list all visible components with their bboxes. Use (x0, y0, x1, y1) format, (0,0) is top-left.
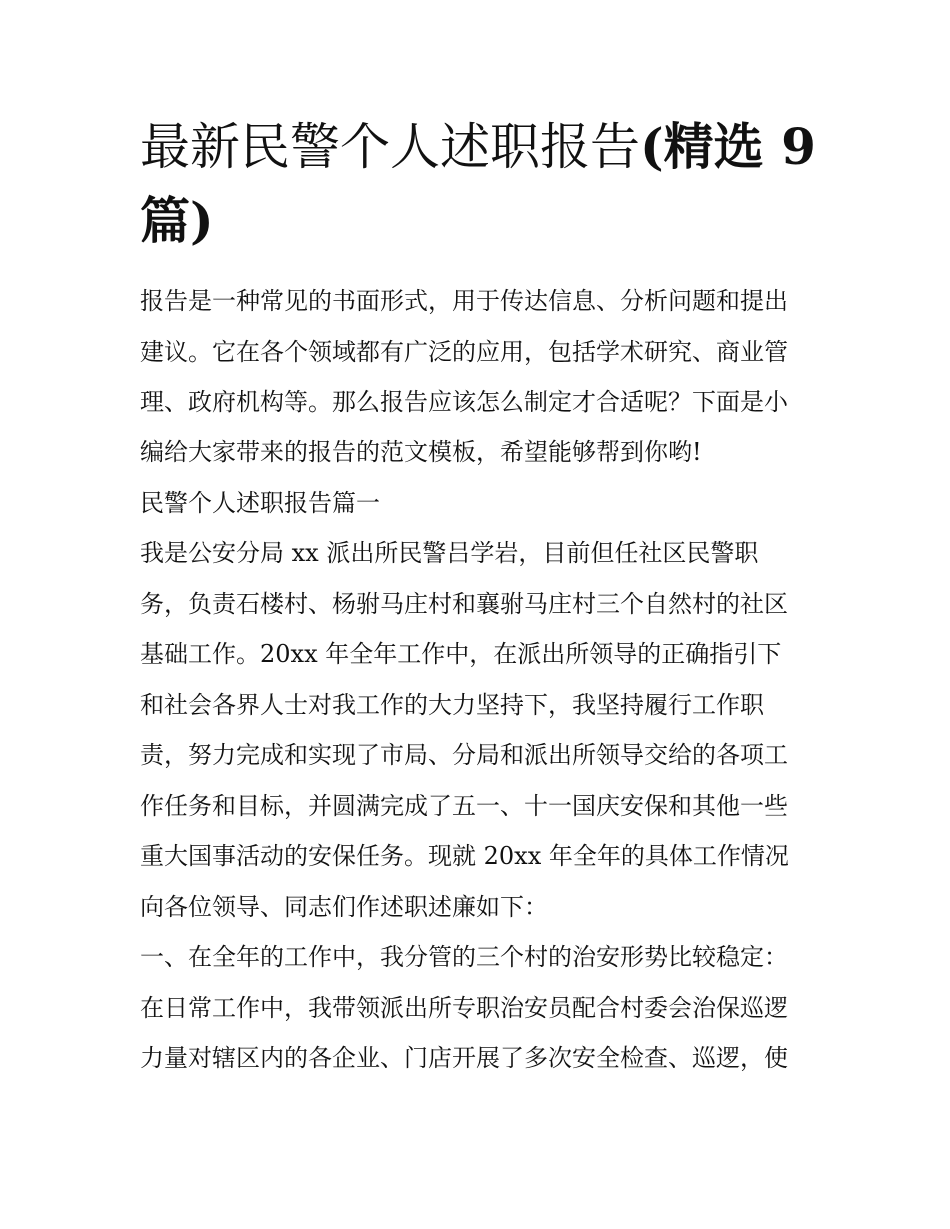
paragraph-line: 建议。它在各个领域都有广泛的应用，包括学术研究、商业管 (140, 338, 788, 366)
paragraph-line: 作任务和目标，并圆满完成了五一、十一国庆安保和其他一些 (140, 792, 788, 820)
paragraph-line: 编给大家带来的报告的范文模板，希望能够帮到你哟! (140, 438, 702, 466)
paragraph-line: 在日常工作中，我带领派出所专职治安员配合村委会治保巡逻 (140, 994, 788, 1022)
paragraph-line: 务，负责石楼村、杨驸马庄村和襄驸马庄村三个自然村的社区 (140, 590, 788, 618)
title-line-2: 篇) (140, 191, 214, 250)
document-title (140, 110, 820, 258)
paragraph-line: 报告是一种常见的书面形式，用于传达信息、分析问题和提出 (140, 287, 788, 315)
title-line-1 (140, 110, 820, 184)
title-text-paren: (精选 9 (640, 117, 816, 176)
title-text-main: 最新民警个人述职报告 (140, 118, 640, 176)
paragraph-line: 一、在全年的工作中，我分管的三个村的治安形势比较稳定： (140, 943, 788, 971)
paragraph-line: 重大国事活动的安保任务。现就 20xx 年全年的具体工作情况 (140, 842, 789, 870)
paragraph-line: 基础工作。20xx 年全年工作中，在派出所领导的正确指引下 (140, 640, 782, 668)
paragraph-line: 和社会各界人士对我工作的大力坚持下，我坚持履行工作职 (140, 691, 764, 719)
paragraph-line: 我是公安分局 xx 派出所民警吕学岩，目前但任社区民警职 (140, 539, 759, 567)
paragraph-line: 理、政府机构等。那么报告应该怎么制定才合适呢？下面是小 (140, 388, 788, 416)
paragraph-line: 力量对辖区内的各企业、门店开展了多次安全检查、巡逻，使 (140, 1044, 788, 1072)
paragraph-line: 责，努力完成和实现了市局、分局和派出所领导交给的各项工 (140, 741, 788, 769)
paragraph-line: 向各位领导、同志们作述职述廉如下： (140, 893, 548, 921)
section-heading: 民警个人述职报告篇一 (140, 489, 380, 517)
